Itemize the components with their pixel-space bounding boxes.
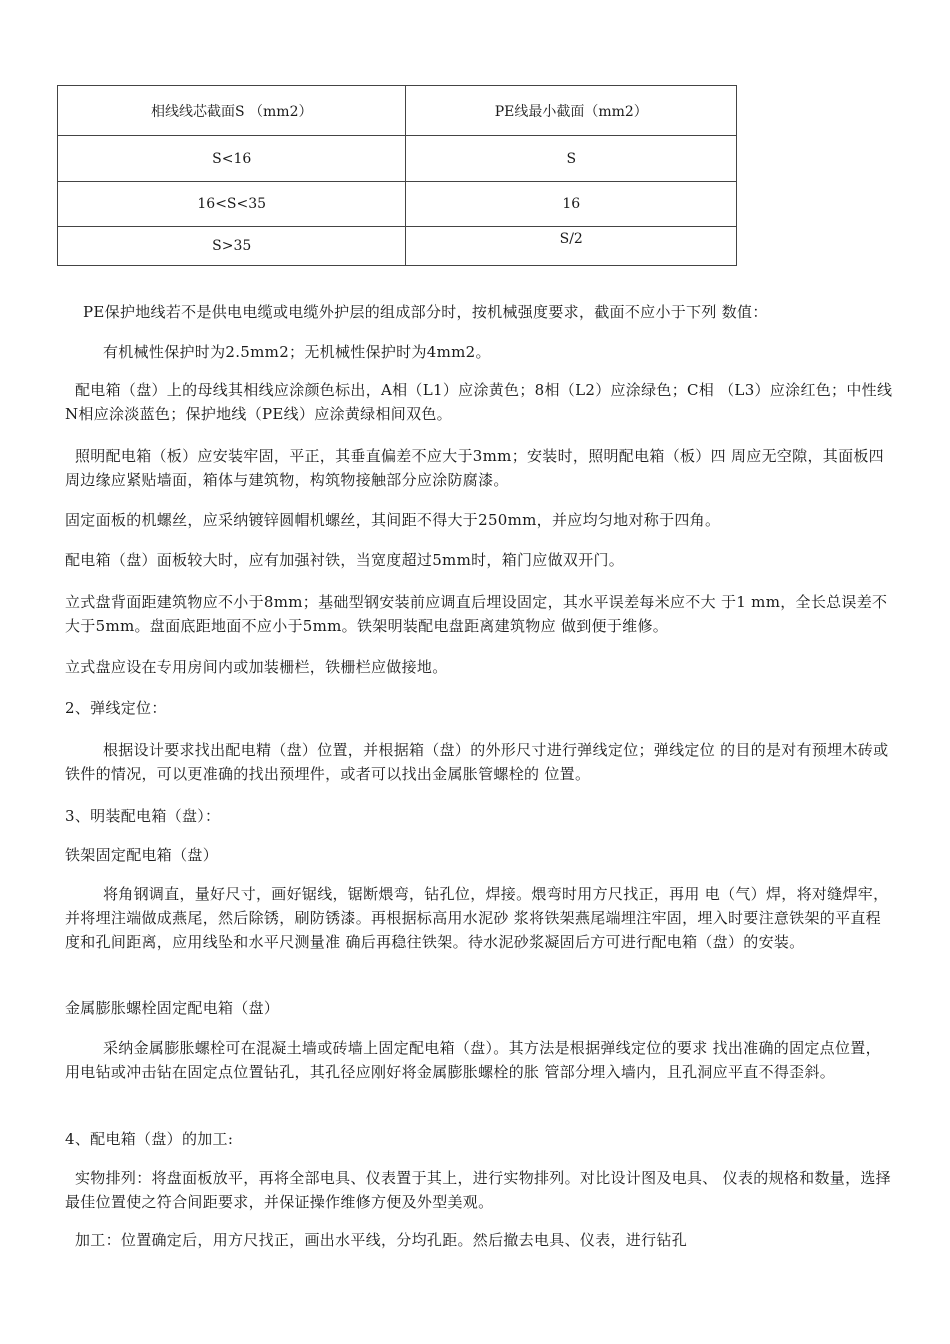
paragraph: 实物排列：将盘面板放平，再将全部电具、仪表置于其上，进行实物排列。对比设计图及电具、 仪表的规格和数量，选择最佳位置使之符合间距要求，并保证操作维修方便及外型美观。: [65, 1169, 891, 1211]
paragraph: 固定面板的机螺丝，应采纳镀锌圆帽机螺丝，其间距不得大于250mm，并应均匀地对称于四角。: [65, 511, 721, 529]
paragraph: 照明配电箱（板）应安装牢固，平正，其垂直偏差不应大于3mm；安装时，照明配电箱（板）四 周应无空隙，其面板四周边缘应紧贴墙面，箱体与建筑物，构筑物接触部分应涂防腐漆。: [65, 447, 884, 489]
paragraph: 加工：位置确定后，用方尺找正，画出水平线，分均孔距。然后撤去电具、仪表，进行钻孔: [75, 1231, 688, 1249]
paragraph: 有机械性保护时为2.5mm2；无机械性保护时为4mm2。: [103, 343, 491, 361]
table-cell: S: [406, 136, 737, 182]
table-header-cell: PE线最小截面（mm2）: [406, 86, 737, 136]
table-row: [58, 227, 737, 266]
section-heading: 4、配电箱（盘）的加工:: [65, 1130, 234, 1148]
paragraph: 配电箱（盘）上的母线其相线应涂颜色标出，A相（L1）应涂黄色；8相（L2）应涂绿色；C相 （L3）应涂红色；中性线N相应涂淡蓝色；保护地线（PE线）应涂黄绿相间双色。: [65, 381, 893, 423]
section-heading: 2、弹线定位：: [65, 699, 167, 717]
subsection-heading: 金属膨胀螺栓固定配电箱（盘）: [65, 999, 280, 1017]
paragraph: 立式盘应设在专用房间内或加装栅栏，铁栅栏应做接地。: [65, 658, 448, 676]
table-cell: 16: [406, 182, 737, 227]
table-header-row: [58, 86, 737, 136]
table-cell: S>35: [58, 227, 406, 266]
table-row: [58, 136, 737, 182]
paragraph: 根据设计要求找出配电精（盘）位置，并根据箱（盘）的外形尺寸进行弹线定位；弹线定位 的目的是对有预埋木砖或铁件的情况，可以更准确的找出预埋件，或者可以找出金属胀管螺栓的 位置。: [65, 741, 889, 783]
paragraph: PE保护地线若不是供电电缆或电缆外护层的组成部分时，按机械强度要求，截面不应小于下列 数值：: [83, 303, 768, 321]
table-header-cell: 相线线芯截面S （mm2）: [58, 86, 406, 136]
table-cell: S/2: [406, 227, 737, 266]
subsection-heading: 铁架固定配电箱（盘）: [65, 846, 219, 864]
table-cell: S<16: [58, 136, 406, 182]
section-heading: 3、明装配电箱（盘）：: [65, 807, 221, 825]
paragraph: 采纳金属膨胀螺栓可在混凝土墙或砖墙上固定配电箱（盘）。其方法是根据弹线定位的要求 找出准确的固定点位置，用电钻或冲击钻在固定点位置钻孔，其孔径应刚好将金属膨胀螺栓的胀 管部分埋入墙内，且孔洞应平直不得歪斜。: [65, 1039, 881, 1081]
paragraph: 配电箱（盘）面板较大时，应有加强衬铁，当宽度超过5mm时，箱门应做双开门。: [65, 551, 625, 569]
table-cell: 16<S<35: [58, 182, 406, 227]
table-row: [58, 182, 737, 227]
paragraph: 将角钢调直，量好尺寸，画好锯线，锯断煨弯，钻孔位，焊接。煨弯时用方尺找正，再用 电（气）焊，将对缝焊牢，并将埋注端做成燕尾，然后除锈，刷防锈漆。再根据标高用水泥砂 浆将铁架燕尾端埋注牢固，埋入时要注意铁架的平直程度和孔间距离，应用线坠和水平尺测量准 确后再稳往铁架。待水泥砂浆凝固后方可进行配电箱（盘）的安装。: [65, 885, 889, 951]
pe-cross-section-table: [57, 85, 737, 266]
paragraph: 立式盘背面距建筑物应不小于8mm；基础型钢安装前应调直后埋设固定，其水平误差每米应不大 于1 mm，全长总误差不大于5mm。盘面底距地面不应小于5mm。铁架明装配电盘距离建筑物应 做到便于维修。: [65, 593, 888, 635]
